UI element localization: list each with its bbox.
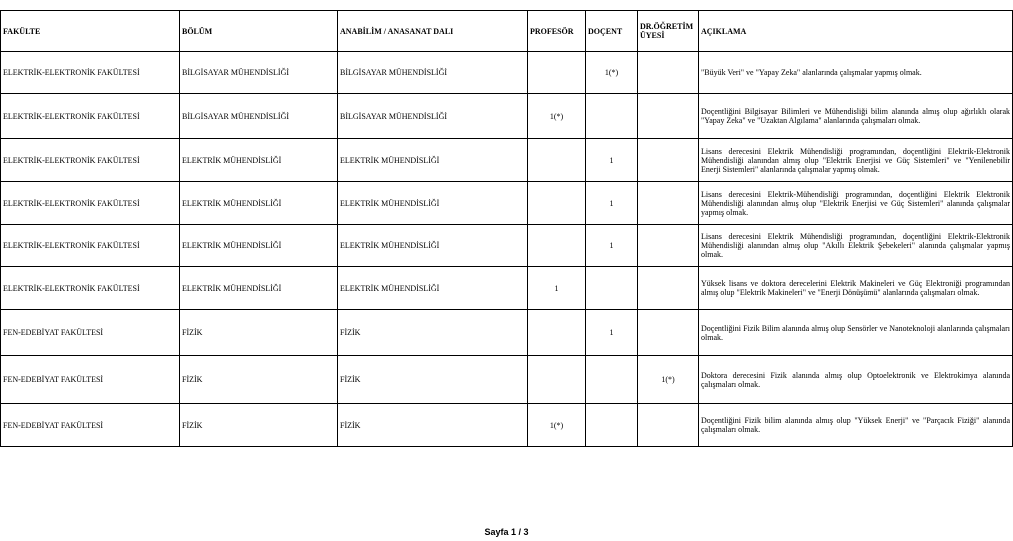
header-profesor: PROFESÖR <box>528 11 586 52</box>
fakulte-cell: ELEKTRİK-ELEKTRONİK FAKÜLTESİ <box>1 52 180 94</box>
docent-cell <box>586 94 638 139</box>
table-row <box>1 139 1013 182</box>
aciklama-cell: Doçentliğini Bilgisayar Bilimleri ve Mühendisliği bilim alanında almış olup ağırlıklı olarak "Yapay Zeka" ve "Uzaktan Algılama" alanlarında çalışmaları olmak. <box>699 94 1013 139</box>
table-row <box>1 225 1013 267</box>
fakulte-cell: ELEKTRİK-ELEKTRONİK FAKÜLTESİ <box>1 182 180 225</box>
dr-ogretim-cell <box>638 182 699 225</box>
table-row <box>1 52 1013 94</box>
profesor-cell <box>528 139 586 182</box>
header-bolum: BÖLÜM <box>180 11 338 52</box>
aciklama-cell: Lisans derecesini Elektrik-Mühendisliği programından, doçentliğini Elektrik Elektronik Mühendisliği alanından almış olup "Elektrik Enerjisi ve Güç Sistemleri" alanında çalışmalar yapmış olmak. <box>699 182 1013 225</box>
bolum-cell: FİZİK <box>180 356 338 404</box>
bolum-cell: ELEKTRİK MÜHENDİSLİĞİ <box>180 139 338 182</box>
dr-ogretim-cell <box>638 225 699 267</box>
anabilim-cell: FİZİK <box>338 404 528 447</box>
table-row <box>1 182 1013 225</box>
aciklama-cell: Doçentliğini Fizik bilim alanında almış olup "Yüksek Enerji" ve "Parçacık Fiziği" alanında çalışmaları olmak. <box>699 404 1013 447</box>
table-row <box>1 404 1013 447</box>
fakulte-cell: FEN-EDEBİYAT FAKÜLTESİ <box>1 310 180 356</box>
bolum-cell: FİZİK <box>180 310 338 356</box>
profesor-cell: 1 <box>528 267 586 310</box>
table-row <box>1 267 1013 310</box>
header-aciklama: AÇIKLAMA <box>699 11 1013 52</box>
dr-ogretim-cell <box>638 52 699 94</box>
anabilim-cell: BİLGİSAYAR MÜHENDİSLİĞİ <box>338 94 528 139</box>
dr-ogretim-cell: 1(*) <box>638 356 699 404</box>
aciklama-cell: Doktora derecesini Fizik alanında almış olup Optoelektronik ve Elektrokimya alanında çalışmaları olmak. <box>699 356 1013 404</box>
docent-cell <box>586 404 638 447</box>
bolum-cell: ELEKTRİK MÜHENDİSLİĞİ <box>180 225 338 267</box>
anabilim-cell: ELEKTRİK MÜHENDİSLİĞİ <box>338 225 528 267</box>
bolum-cell: ELEKTRİK MÜHENDİSLİĞİ <box>180 267 338 310</box>
docent-cell <box>586 267 638 310</box>
profesor-cell: 1(*) <box>528 404 586 447</box>
page-number: Sayfa 1 / 3 <box>484 527 529 537</box>
fakulte-cell: FEN-EDEBİYAT FAKÜLTESİ <box>1 356 180 404</box>
anabilim-cell: ELEKTRİK MÜHENDİSLİĞİ <box>338 139 528 182</box>
table-row <box>1 310 1013 356</box>
header-anabilim: ANABİLİM / ANASANAT DALI <box>338 11 528 52</box>
fakulte-cell: ELEKTRİK-ELEKTRONİK FAKÜLTESİ <box>1 225 180 267</box>
bolum-cell: FİZİK <box>180 404 338 447</box>
positions-table <box>0 10 1013 447</box>
aciklama-cell: "Büyük Veri" ve "Yapay Zeka" alanlarında çalışmalar yapmış olmak. <box>699 52 1013 94</box>
docent-cell: 1(*) <box>586 52 638 94</box>
docent-cell <box>586 356 638 404</box>
profesor-cell <box>528 356 586 404</box>
fakulte-cell: ELEKTRİK-ELEKTRONİK FAKÜLTESİ <box>1 139 180 182</box>
anabilim-cell: FİZİK <box>338 310 528 356</box>
anabilim-cell: BİLGİSAYAR MÜHENDİSLİĞİ <box>338 52 528 94</box>
bolum-cell: BİLGİSAYAR MÜHENDİSLİĞİ <box>180 52 338 94</box>
anabilim-cell: ELEKTRİK MÜHENDİSLİĞİ <box>338 182 528 225</box>
fakulte-cell: ELEKTRİK-ELEKTRONİK FAKÜLTESİ <box>1 267 180 310</box>
dr-ogretim-cell <box>638 310 699 356</box>
header-row <box>1 11 1013 52</box>
header-docent: DOÇENT <box>586 11 638 52</box>
table-row <box>1 356 1013 404</box>
header-dr-ogretim: DR.ÖĞRETİM ÜYESİ <box>638 11 699 52</box>
dr-ogretim-cell <box>638 139 699 182</box>
table-row <box>1 94 1013 139</box>
anabilim-cell: ELEKTRİK MÜHENDİSLİĞİ <box>338 267 528 310</box>
bolum-cell: BİLGİSAYAR MÜHENDİSLİĞİ <box>180 94 338 139</box>
aciklama-cell: Lisans derecesini Elektrik Mühendisliği programından, doçentliğini Elektrik-Elektronik Mühendisliği alanından almış olup "Akıllı Elektrik Şebekeleri" alanında çalışmalar yapmış olmak. <box>699 225 1013 267</box>
anabilim-cell: FİZİK <box>338 356 528 404</box>
dr-ogretim-cell <box>638 404 699 447</box>
profesor-cell <box>528 52 586 94</box>
dr-ogretim-cell <box>638 94 699 139</box>
bolum-cell: ELEKTRİK MÜHENDİSLİĞİ <box>180 182 338 225</box>
docent-cell: 1 <box>586 310 638 356</box>
profesor-cell: 1(*) <box>528 94 586 139</box>
aciklama-cell: Doçentliğini Fizik Bilim alanında almış olup Sensörler ve Nanoteknoloji alanlarında çalışmaları olmak. <box>699 310 1013 356</box>
fakulte-cell: ELEKTRİK-ELEKTRONİK FAKÜLTESİ <box>1 94 180 139</box>
profesor-cell <box>528 310 586 356</box>
docent-cell: 1 <box>586 225 638 267</box>
profesor-cell <box>528 182 586 225</box>
fakulte-cell: FEN-EDEBİYAT FAKÜLTESİ <box>1 404 180 447</box>
table-body <box>1 52 1013 447</box>
aciklama-cell: Yüksek lisans ve doktora derecelerini Elektrik Makineleri ve Güç Elektroniği programından almış olup "Elektrik Makineleri" ve "Enerji Dönüşümü" alanlarında çalışmaları olmak. <box>699 267 1013 310</box>
aciklama-cell: Lisans derecesini Elektrik Mühendisliği programından, doçentliğini Elektrik-Elektronik Mühendisliği alanından almış olup "Elektrik Enerjisi ve Güç Sistemleri" ve "Yenilenebilir Enerji Sistemleri" alanlarında çalışmalar yapmış olmak. <box>699 139 1013 182</box>
docent-cell: 1 <box>586 182 638 225</box>
docent-cell: 1 <box>586 139 638 182</box>
dr-ogretim-cell <box>638 267 699 310</box>
profesor-cell <box>528 225 586 267</box>
header-fakulte: FAKÜLTE <box>1 11 180 52</box>
